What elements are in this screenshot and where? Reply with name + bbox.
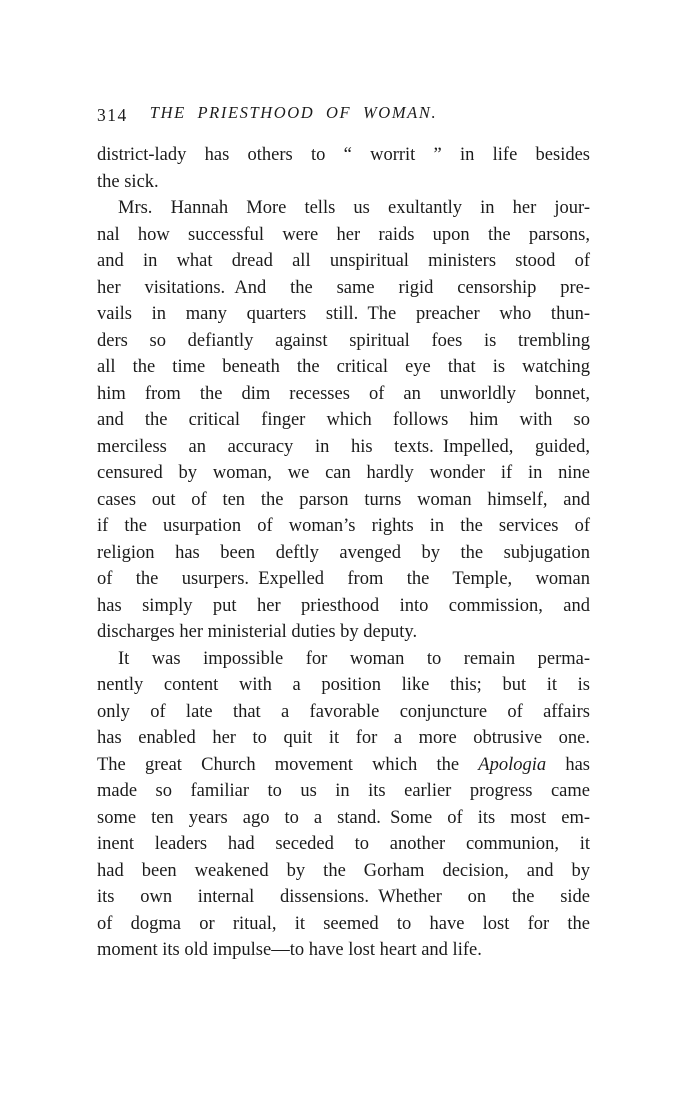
text-line <box>97 937 590 964</box>
text-line <box>97 884 590 911</box>
text-line <box>97 831 590 858</box>
text-segment: has simply put her priesthood into commission, and <box>97 595 590 616</box>
text-line <box>97 354 590 381</box>
text-segment: district-lady has others to “ worrit ” in life besides <box>97 145 590 165</box>
page-header <box>97 103 590 129</box>
text-segment: only of late that a favorable conjuncture of affairs <box>97 701 590 722</box>
text-line <box>97 513 590 540</box>
text-line <box>97 275 590 302</box>
text-line <box>97 222 590 249</box>
text-segment: ders so defiantly against spiritual foes is trembling <box>97 330 590 351</box>
text-line <box>97 646 590 673</box>
text-segment: all the time beneath the critical eye that is watching <box>97 357 590 377</box>
text-line <box>97 407 590 434</box>
text-line <box>97 752 590 779</box>
text-line <box>97 301 590 328</box>
text-line <box>97 911 590 938</box>
text-line <box>97 142 590 169</box>
text-segment: religion has been deftly avenged by the subjugation <box>97 542 590 563</box>
text-line <box>97 858 590 885</box>
text-line <box>97 248 590 275</box>
text-segment: and the critical finger which follows him with so <box>97 410 590 430</box>
text-line <box>97 540 590 567</box>
text-segment: Mrs. Hannah More tells us exultantly in her jour- <box>118 198 590 218</box>
text-segment: the sick. <box>97 171 159 192</box>
text-line <box>97 672 590 699</box>
text-segment: nal how successful were her raids upon the parsons, <box>97 224 590 245</box>
text-line <box>97 169 590 196</box>
text-line <box>97 328 590 355</box>
text-line <box>97 381 590 408</box>
text-segment: inent leaders had seceded to another communion, it <box>97 834 590 854</box>
text-line <box>97 434 590 461</box>
text-segment: nently content with a position like this; but it is <box>97 675 590 695</box>
italic-book-title: Apologia <box>478 754 547 775</box>
text-segment: made so familiar to us in its earlier progress came <box>97 781 590 801</box>
text-segment: of dogma or ritual, it seemed to have lost for the <box>97 913 590 934</box>
text-segment: The great Church movement which the <box>97 754 479 775</box>
text-line <box>97 195 590 222</box>
text-line <box>97 725 590 752</box>
text-line <box>97 593 590 620</box>
text-segment: merciless an accuracy in his texts. Impelled, guided, <box>97 436 590 457</box>
text-segment: cases out of ten the parson turns woman himself, and <box>97 489 590 510</box>
text-segment: has enabled her to quit it for a more obtrusive one. <box>97 728 590 748</box>
text-line <box>97 699 590 726</box>
text-line <box>97 487 590 514</box>
text-segment: if the usurpation of woman’s rights in the services of <box>97 516 590 536</box>
text-line <box>97 566 590 593</box>
page-number: 314 <box>97 105 128 125</box>
text-line <box>97 778 590 805</box>
text-line <box>97 805 590 832</box>
text-segment: has <box>546 754 590 775</box>
running-header: THE PRIESTHOOD OF WOMAN. <box>149 103 438 122</box>
text-segment: discharges her ministerial duties by deputy. <box>97 622 418 642</box>
text-segment: its own internal dissensions. Whether on the side <box>97 887 590 907</box>
text-segment: him from the dim recesses of an unworldly bonnet, <box>97 383 590 404</box>
text-segment: It was impossible for woman to remain perma- <box>118 648 590 669</box>
text-segment: some ten years ago to a stand. Some of its most em- <box>97 807 590 828</box>
text-segment: censured by woman, we can hardly wonder if in nine <box>97 463 590 483</box>
text-line <box>97 619 590 646</box>
text-segment: had been weakened by the Gorham decision, and by <box>97 860 590 881</box>
text-segment: and in what dread all unspiritual ministers stood of <box>97 251 590 271</box>
page-body <box>97 142 590 964</box>
text-segment: moment its old impulse—to have lost heart and life. <box>97 940 482 960</box>
text-segment: her visitations. And the same rigid censorship pre- <box>97 277 590 298</box>
text-segment: vails in many quarters still. The preacher who thun- <box>97 304 590 324</box>
text-line <box>97 460 590 487</box>
text-segment: of the usurpers. Expelled from the Temple, woman <box>97 569 590 589</box>
